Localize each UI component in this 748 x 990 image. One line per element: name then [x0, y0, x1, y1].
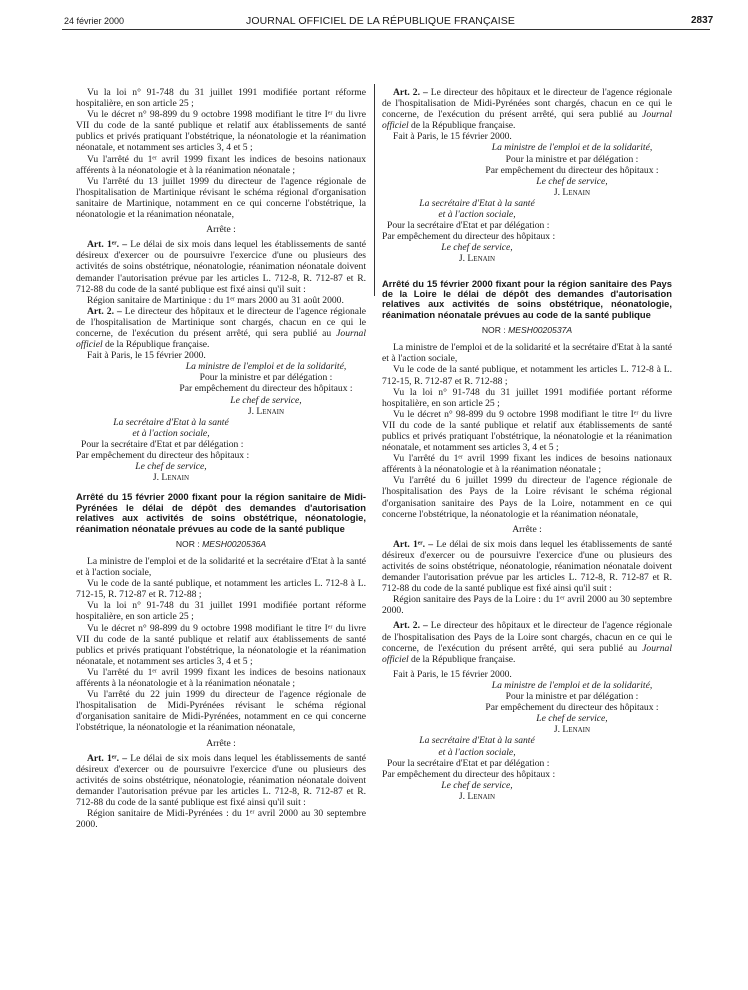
left-column	[76, 87, 366, 830]
signature-line: Par empêchement du directeur des hôpitaux :	[485, 164, 659, 176]
article-2	[382, 87, 672, 131]
page-header	[0, 0, 748, 30]
signature-line: et à l'action sociale,	[132, 427, 210, 439]
article-text: de la République française.	[408, 653, 516, 665]
visa: Vu la loi n° 91-748 du 31 juillet 1991 modifiée portant réforme hospitalière, en son article 25 ;	[76, 87, 366, 110]
signature-line: Pour la ministre et par délégation :	[199, 372, 333, 384]
signature-line: et à l'action sociale,	[438, 746, 516, 758]
arrete-heading: Arrête :	[206, 737, 236, 749]
visa: Vu le décret n° 98-899 du 9 octobre 1998 modifiant le titre Iᵉʳ du livre VII du code de la santé publique et relatif aux établissements de santé publics et privés pratiquant l'obstétrique, la néonatologie et la réanimation néonatale, et notamment ses articles 3, 4 et 5 ;	[76, 109, 366, 154]
signature-block	[382, 680, 672, 735]
signature-block	[76, 361, 366, 416]
article-label: Art. 1ᵉʳ. –	[87, 752, 128, 764]
signature-line: Le chef de service,	[536, 175, 608, 187]
fait-line: Fait à Paris, le 15 février 2000.	[393, 668, 512, 680]
journal-ref: Journal officiel	[382, 642, 672, 665]
article-1	[382, 539, 672, 594]
journal-ref: Journal officiel	[76, 327, 366, 351]
header-rule	[62, 29, 710, 30]
article-1	[76, 239, 366, 294]
signature-line: La ministre de l'emploi et de la solidarité,	[185, 361, 347, 373]
article-label: Art. 1ᵉʳ. –	[393, 538, 434, 550]
region-line: Région sanitaire de Midi-Pyrénées : du 1ᵉʳ avril 2000 au 30 septembre 2000.	[76, 808, 366, 831]
visa: Vu le code de la santé publique, et notamment les articles L. 712-8 à L. 712-15, R. 712-87 et R. 712-88 ;	[76, 578, 366, 601]
signature-block	[382, 735, 572, 802]
visa: Vu l'arrêté du 1ᵉʳ avril 1999 fixant les indices de besoins nationaux afférents à la néonatologie et à la réanimation néonatale ;	[382, 453, 672, 476]
signature-line: et à l'action sociale,	[438, 209, 516, 221]
signature-line: La secrétaire d'Etat à la santé	[419, 735, 535, 747]
region-line: Région sanitaire de Martinique : du 1ᵉʳ mars 2000 au 31 août 2000.	[87, 294, 344, 306]
signature-line: Pour la ministre et par délégation :	[505, 153, 639, 165]
signature-block	[382, 142, 672, 197]
visa: Vu l'arrêté du 6 juillet 1999 du directeur de l'agence régionale de l'hospitalisation des Pays de la Loire révisant le schéma régional d'organisation sanitaire des Pays de la Loire, notamment en ce qui concerne l'obstétrique, la néonatologie et la réanimation néonatale,	[382, 475, 672, 520]
article-text: de la République française.	[102, 339, 210, 351]
fait-line: Fait à Paris, le 15 février 2000.	[393, 131, 512, 143]
journal-ref: Journal officiel	[382, 109, 672, 132]
signature-block	[76, 417, 266, 484]
nor-reference: NOR : MESH0020536A	[175, 538, 267, 549]
signature-block	[382, 198, 572, 265]
preamble: La ministre de l'emploi et de la solidarité et la secrétaire d'Etat à la santé et à l'action sociale,	[76, 556, 366, 579]
article-text: Le directeur des hôpitaux et le directeur de l'agence régionale de l'hospitalisation de Midi-Pyrénées sont chargés, chacun en ce qui le concerne, de l'exécution du présent arrêté, qui sera publié au	[382, 87, 672, 121]
page-number: 2837	[691, 15, 714, 26]
arrete-heading: Arrête :	[206, 224, 236, 236]
arrete-heading: Arrête :	[512, 523, 542, 535]
signature-line: Pour la secrétaire d'Etat et par délégation :	[387, 220, 550, 232]
decree-title: Arrêté du 15 février 2000 fixant pour la région sanitaire de Midi-Pyrénées le délai de dépôt des demandes d'autorisation relatives aux activités de soins obstétrique, néonatologie, réanimation néonatale prévues au code de la santé publique	[76, 491, 366, 534]
article-text: Le directeur des hôpitaux et le directeur de l'agence régionale de l'hospitalisation des Pays de la Loire sont chargés, chacun en ce qui le concerne, de l'exécution du présent arrêté, qui sera publié au	[382, 620, 672, 654]
article-label: Art. 2. –	[87, 305, 122, 317]
signature-line: Par empêchement du directeur des hôpitaux :	[179, 383, 353, 395]
signature-line: Le chef de service,	[441, 242, 513, 254]
signature-line: La secrétaire d'Etat à la santé	[113, 416, 229, 428]
article-text: de la République française.	[408, 120, 516, 132]
column-divider	[374, 84, 375, 296]
signature-name: J. Lenain	[247, 405, 285, 417]
visa: Vu la loi n° 91-748 du 31 juillet 1991 modifiée portant réforme hospitalière, en son article 25 ;	[382, 386, 672, 409]
right-column	[382, 87, 672, 802]
signature-line: Pour la ministre et par délégation :	[505, 691, 639, 703]
signature-line: Le chef de service,	[230, 394, 302, 406]
article-1	[76, 753, 366, 808]
visa: Vu le décret n° 98-899 du 9 octobre 1998 modifiant le titre Iᵉʳ du livre VII du code de la santé publique et relatif aux établissements de santé publics et privés pratiquant l'obstétrique, la néonatologie et la réanimation néonatale, et notamment ses articles 3, 4 et 5 ;	[382, 408, 672, 454]
nor-reference: NOR : MESH0020537A	[481, 325, 573, 336]
article-text: Le directeur des hôpitaux et le directeur de l'agence régionale de l'hospitalisation de Martinique sont chargés, chacun en ce qui le concerne, de l'exécution du présent arrêté, qui sera publié au	[76, 305, 366, 339]
visa: Vu la loi n° 91-748 du 31 juillet 1991 modifiée portant réforme hospitalière, en son article 25 ;	[76, 600, 366, 623]
visa: Vu l'arrêté du 22 juin 1999 du directeur de l'agence régionale de l'hospitalisation de Midi-Pyrénées révisant le schéma régional d'organisation sanitaire de Midi-Pyrénées, notamment en ce qui concerne l'obstétrique, la néonatologie et la réanimation néonatale,	[76, 689, 366, 734]
article-text: Le délai de six mois dans lequel les établissements de santé désireux d'exercer ou de poursuivre l'exercice d'une ou plusieurs des activités de soins obstétrique, néonatologie, réanimation néonatale doivent demander l'autorisation prévue par les articles L. 712-8, R. 712-87 et R. 712-88 du code de la santé publique est fixé ainsi qu'il suit :	[76, 239, 366, 295]
article-label: Art. 2. –	[393, 87, 428, 98]
visa: Vu l'arrêté du 13 juillet 1999 du directeur de l'agence régionale de l'hospitalisation de Martinique révisant le schéma régional d'organisation sanitaire de Martinique, notamment en ce qui concerne l'obstétrique, la néonatologie et la réanimation néonatale,	[76, 175, 366, 221]
signature-name: J. Lenain	[152, 472, 190, 484]
signature-name: J. Lenain	[458, 790, 496, 802]
article-label: Art. 2. –	[393, 620, 428, 632]
signature-line: La secrétaire d'Etat à la santé	[419, 197, 535, 209]
signature-line: La ministre de l'emploi et de la solidarité,	[491, 679, 653, 691]
fait-line: Fait à Paris, le 15 février 2000.	[87, 350, 206, 362]
visa: Vu l'arrêté du 1ᵉʳ avril 1999 fixant les indices de besoins nationaux afférents à la néonatologie et à la réanimation néonatale ;	[76, 666, 366, 690]
header-date: 24 février 2000	[64, 16, 125, 26]
journal-title: JOURNAL OFFICIEL DE LA RÉPUBLIQUE FRANÇAISE	[246, 15, 515, 27]
article-2	[382, 620, 672, 664]
signature-line: Pour la secrétaire d'Etat et par délégation :	[387, 757, 550, 769]
visa: Vu l'arrêté du 1ᵉʳ avril 1999 fixant les indices de besoins nationaux afférents à la néonatologie et à la réanimation néonatale ;	[76, 153, 366, 176]
signature-line: Le chef de service,	[441, 779, 513, 791]
signature-name: J. Lenain	[553, 186, 591, 198]
decree-title: Arrêté du 15 février 2000 fixant pour la région sanitaire des Pays de la Loire le délai de dépôt des demandes d'autorisation relatives aux activités de soins obstétrique, néonatologie, réanimation néonatale prévues au code de la santé publique	[382, 277, 672, 320]
signature-line: Par empêchement du directeur des hôpitaux :	[382, 768, 556, 780]
visa: Vu le code de la santé publique, et notamment les articles L. 712-8 à L. 712-15, R. 712-87 et R. 712-88 ;	[382, 364, 672, 387]
visa: Vu le décret n° 98-899 du 9 octobre 1998 modifiant le titre Iᵉʳ du livre VII du code de la santé publique et relatif aux établissements de santé publics et privés pratiquant l'obstétrique, la néonatologie et la réanimation néonatale, et notamment ses articles 3, 4 et 5 ;	[76, 622, 366, 667]
signature-line: Par empêchement du directeur des hôpitaux :	[485, 702, 659, 714]
signature-line: Pour la secrétaire d'Etat et par délégation :	[81, 438, 244, 450]
signature-line: Par empêchement du directeur des hôpitaux :	[382, 231, 556, 243]
signature-name: J. Lenain	[458, 253, 496, 265]
article-text: Le délai de six mois dans lequel les établissements de santé désireux d'exercer ou de poursuivre l'exercice d'une ou plusieurs des activités de soins obstétrique, néonatologie, réanimation néonatale doivent demander l'autorisation prévue par les articles L. 712-8, R. 712-87 et R. 712-88 du code de la santé publique est fixé ainsi qu'il suit :	[382, 538, 672, 595]
preamble: La ministre de l'emploi et de la solidarité et la secrétaire d'Etat à la santé et à l'action sociale,	[382, 342, 672, 365]
article-text: Le délai de six mois dans lequel les établissements de santé désireux d'exercer ou de poursuivre l'exercice d'une ou plusieurs des activités de soins obstétrique, néonatologie, réanimation néonatale doivent demander l'autorisation prévue par les articles L. 712-8, R. 712-87 et R. 712-88 du code de la santé publique est fixé ainsi qu'il suit :	[76, 752, 366, 808]
signature-line: Le chef de service,	[135, 461, 207, 473]
signature-line: Le chef de service,	[536, 713, 608, 725]
signature-line: La ministre de l'emploi et de la solidarité,	[491, 142, 653, 154]
signature-line: Par empêchement du directeur des hôpitaux :	[76, 450, 250, 461]
article-label: Art. 1ᵉʳ. –	[87, 239, 128, 251]
signature-name: J. Lenain	[553, 724, 591, 736]
article-2	[76, 306, 366, 350]
region-line: Région sanitaire des Pays de la Loire : du 1ᵉʳ avril 2000 au 30 septembre 2000.	[382, 594, 672, 617]
